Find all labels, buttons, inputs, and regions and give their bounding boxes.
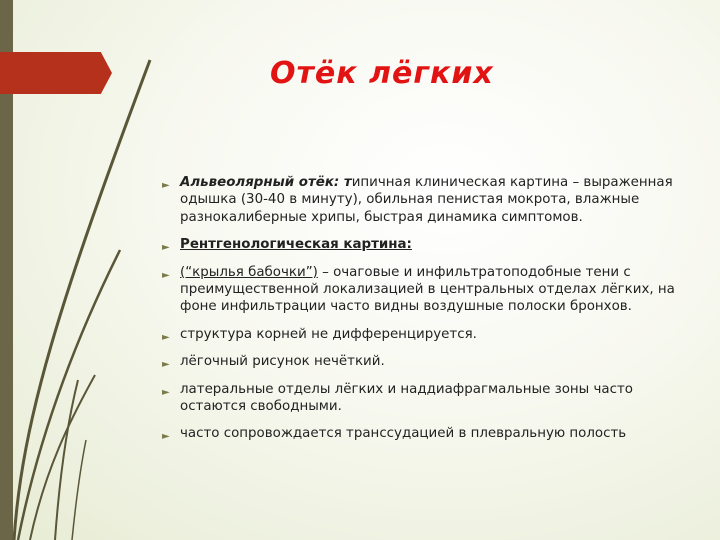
bullet-item	[160, 353, 680, 370]
bullet-bold-prefix: Альвеолярный отёк: т	[180, 175, 352, 190]
bullet-text: лёгочный рисунок нечёткий.	[180, 354, 385, 370]
bullet-item	[160, 174, 680, 226]
flag-bullet-icon: ►	[162, 331, 170, 343]
flag-bullet-icon: ►	[162, 269, 170, 281]
slide-title: Отёк лёгких	[270, 56, 494, 91]
flag-bullet-icon: ►	[162, 386, 170, 398]
bullet-underlined-text: (“крылья бабочки”)	[180, 264, 318, 280]
bullet-item	[160, 425, 680, 442]
bullet-item	[160, 264, 680, 316]
bullet-item	[160, 236, 680, 253]
bullet-item	[160, 326, 680, 343]
flag-bullet-icon: ►	[162, 242, 170, 254]
title-accent-tab	[0, 52, 112, 94]
bullet-text: часто сопровождается транссудацией в плевральную полость	[180, 426, 627, 442]
bullet-text: ипичная клиническая картина – выраженная одышка (30-40 в минуту), обильная пенистая мокрота, влажные разнокалиберные хрипы, быстрая динамика симптомов.	[180, 175, 673, 225]
bullet-list	[160, 174, 680, 453]
flag-bullet-icon: ►	[162, 180, 170, 191]
bullet-text: структура корней не дифференцируется.	[180, 326, 477, 342]
bullet-item	[160, 381, 680, 416]
bullet-underlined-heading: Рентгенологическая картина:	[180, 237, 412, 253]
bullet-text: латеральные отделы лёгких и наддиафрагмальные зоны часто остаются свободными.	[180, 381, 633, 415]
flag-bullet-icon: ►	[162, 359, 170, 371]
flag-bullet-icon: ►	[162, 431, 170, 443]
bullet-text: – очаговые и инфильтратоподобные тени с преимущественной локализацией в центральных отделах лёгких, на фоне инфильтрации часто видны воздушные полоски бронхов.	[180, 264, 675, 315]
